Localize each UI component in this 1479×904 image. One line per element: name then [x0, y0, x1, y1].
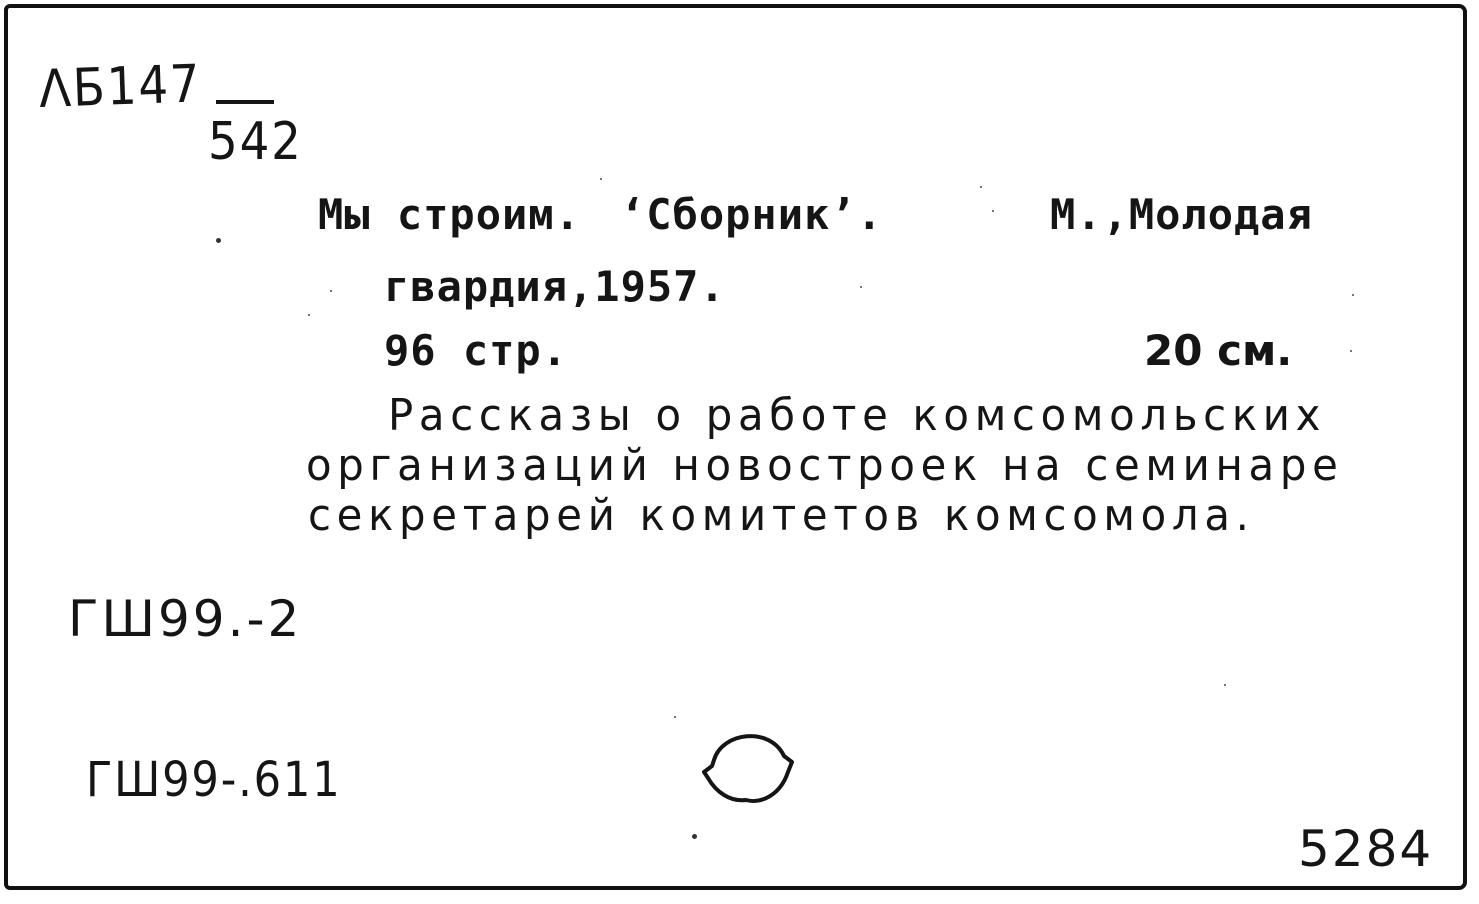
entry-size: 20 см. [1144, 326, 1293, 375]
scan-speck [980, 186, 982, 188]
scan-speck [992, 210, 994, 212]
call-number-top: ΛБ147 [38, 54, 203, 120]
entry-pages: 96 стр. [384, 326, 569, 375]
punch-hole-icon [700, 722, 796, 808]
entry-place-publisher: М.,Молодая [1050, 190, 1313, 239]
call-number-fraction-bar [216, 100, 274, 104]
scan-speck [330, 290, 332, 292]
shelf-mark-2: ГШ99-.611 [86, 752, 342, 808]
scan-dot [216, 238, 221, 243]
scan-speck [1350, 350, 1352, 352]
scan-speck [308, 314, 310, 316]
scan-dot [692, 834, 697, 839]
scan-speck [600, 178, 602, 180]
entry-collection: ‘Сборник’. [620, 190, 883, 239]
card-number: 5284 [1298, 820, 1434, 878]
annotation-line-3: секретарей комитетов комсомола. [308, 490, 1255, 541]
shelf-mark-1: ГШ99.-2 [68, 590, 303, 648]
call-number-bottom: 542 [208, 112, 303, 172]
annotation-line-2: организаций новостроек на семинаре [306, 440, 1344, 491]
entry-title: Мы строим. [318, 190, 581, 239]
scan-speck [1224, 684, 1226, 686]
scan-speck [674, 716, 676, 718]
scan-speck [860, 286, 862, 288]
scan-speck [1352, 294, 1354, 296]
annotation-line-1: Рассказы о работе комсомольских [388, 390, 1327, 441]
entry-publisher-year: гвардия,1957. [384, 262, 726, 311]
